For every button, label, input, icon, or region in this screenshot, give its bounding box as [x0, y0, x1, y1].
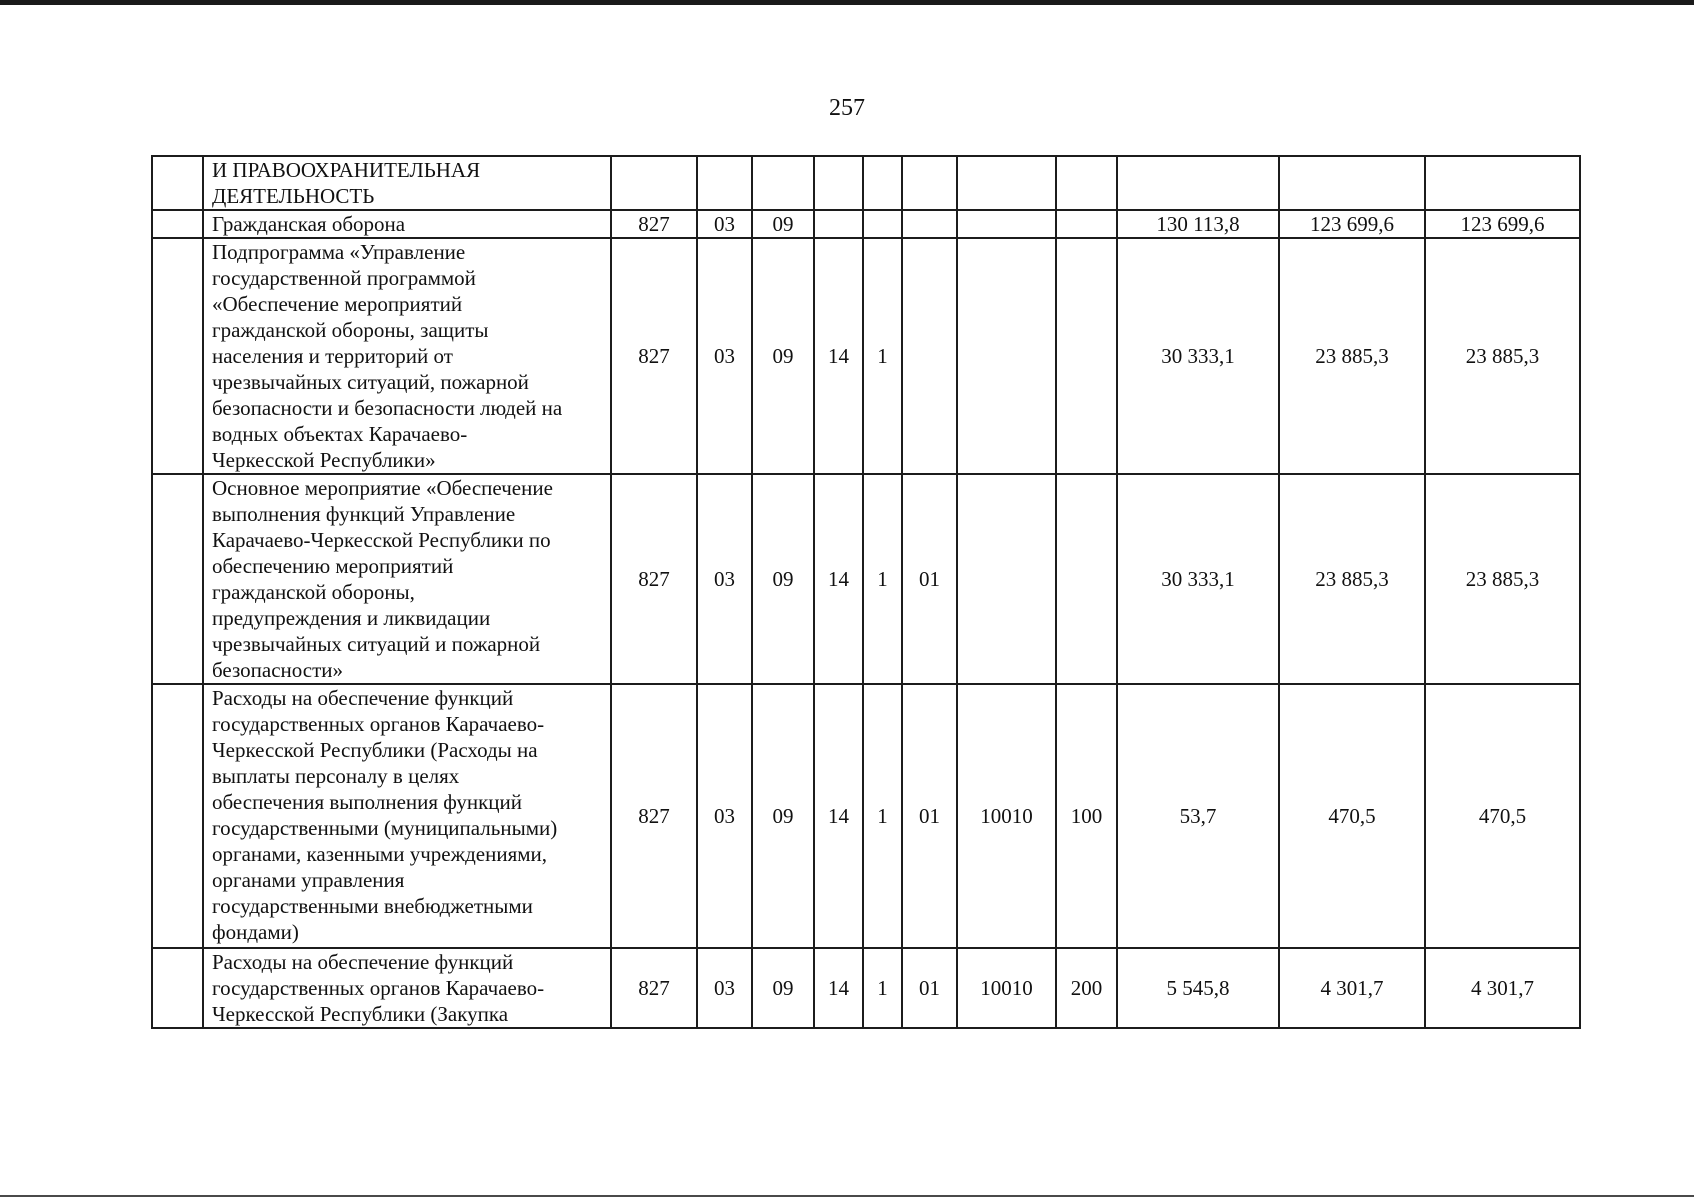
section-code-cell: 03: [697, 210, 752, 238]
amount-year1-cell: [1117, 156, 1279, 210]
subprogram-code-cell: 1: [863, 948, 902, 1028]
subsection-code-cell: 09: [752, 210, 814, 238]
subprogram-code-cell: [863, 210, 902, 238]
table-row: [152, 210, 1580, 238]
activity-code-cell: 01: [902, 684, 957, 948]
direction-code-cell: 10010: [957, 684, 1056, 948]
subprogram-code-cell: 1: [863, 684, 902, 948]
subsection-code-cell: 09: [752, 684, 814, 948]
direction-code-cell: [957, 474, 1056, 684]
amount-year2-cell: 23 885,3: [1279, 474, 1425, 684]
row-number-cell: [152, 948, 203, 1028]
table-row: [152, 684, 1580, 948]
activity-code-cell: [902, 210, 957, 238]
direction-code-cell: 10010: [957, 948, 1056, 1028]
subprogram-code-cell: 1: [863, 238, 902, 474]
activity-code-cell: 01: [902, 474, 957, 684]
item-name-cell: Основное мероприятие «Обеспечение выполнения функций Управление Карачаево-Черкесской Республики по обеспечению мероприятий гражданской обороны, предупреждения и ликвидации чрезвычайных ситуаций и пожарной безопасности»: [203, 474, 611, 684]
subsection-code-cell: 09: [752, 474, 814, 684]
ved-code-cell: 827: [611, 238, 697, 474]
table-row: [152, 474, 1580, 684]
ved-code-cell: 827: [611, 948, 697, 1028]
ved-code-cell: 827: [611, 210, 697, 238]
item-name-cell: Расходы на обеспечение функций государственных органов Карачаево- Черкесской Республики (Закупка: [203, 948, 611, 1028]
section-code-cell: 03: [697, 684, 752, 948]
row-number-cell: [152, 156, 203, 210]
program-code-cell: [814, 210, 863, 238]
item-name-cell: И ПРАВООХРАНИТЕЛЬНАЯ ДЕЯТЕЛЬНОСТЬ: [203, 156, 611, 210]
budget-table: [151, 155, 1581, 1029]
subprogram-code-cell: [863, 156, 902, 210]
section-code-cell: [697, 156, 752, 210]
item-name-cell: Подпрограмма «Управление государственной программой «Обеспечение мероприятий гражданской обороны, защиты населения и территорий от чрезвычайных ситуаций, пожарной безопасности и безопасности людей на водных объектах Карачаево- Черкесской Республики»: [203, 238, 611, 474]
item-name-cell: Расходы на обеспечение функций государственных органов Карачаево- Черкесской Республики (Расходы на выплаты персоналу в целях обеспечения выполнения функций государственными (муниципальными) органами, казенными учреждениями, органами управления государственными внебюджетными фондами): [203, 684, 611, 948]
amount-year2-cell: 123 699,6: [1279, 210, 1425, 238]
program-code-cell: 14: [814, 238, 863, 474]
amount-year3-cell: 23 885,3: [1425, 238, 1580, 474]
direction-code-cell: [957, 210, 1056, 238]
section-code-cell: 03: [697, 238, 752, 474]
section-code-cell: 03: [697, 948, 752, 1028]
expense-type-cell: [1056, 156, 1117, 210]
amount-year1-cell: 30 333,1: [1117, 238, 1279, 474]
page-number: 257: [829, 95, 865, 121]
ved-code-cell: 827: [611, 474, 697, 684]
ved-code-cell: 827: [611, 684, 697, 948]
activity-code-cell: [902, 156, 957, 210]
amount-year1-cell: 5 545,8: [1117, 948, 1279, 1028]
expense-type-cell: [1056, 474, 1117, 684]
section-code-cell: 03: [697, 474, 752, 684]
amount-year2-cell: 4 301,7: [1279, 948, 1425, 1028]
amount-year1-cell: 130 113,8: [1117, 210, 1279, 238]
amount-year3-cell: 470,5: [1425, 684, 1580, 948]
program-code-cell: 14: [814, 474, 863, 684]
subsection-code-cell: 09: [752, 948, 814, 1028]
activity-code-cell: 01: [902, 948, 957, 1028]
expense-type-cell: 200: [1056, 948, 1117, 1028]
amount-year1-cell: 53,7: [1117, 684, 1279, 948]
subsection-code-cell: 09: [752, 238, 814, 474]
item-name-cell: Гражданская оборона: [203, 210, 611, 238]
subsection-code-cell: [752, 156, 814, 210]
amount-year3-cell: 4 301,7: [1425, 948, 1580, 1028]
program-code-cell: [814, 156, 863, 210]
table-row: [152, 156, 1580, 210]
table-row: [152, 948, 1580, 1028]
amount-year3-cell: 23 885,3: [1425, 474, 1580, 684]
table-row: [152, 238, 1580, 474]
direction-code-cell: [957, 238, 1056, 474]
amount-year3-cell: 123 699,6: [1425, 210, 1580, 238]
ved-code-cell: [611, 156, 697, 210]
amount-year1-cell: 30 333,1: [1117, 474, 1279, 684]
amount-year3-cell: [1425, 156, 1580, 210]
row-number-cell: [152, 474, 203, 684]
expense-type-cell: [1056, 210, 1117, 238]
subprogram-code-cell: 1: [863, 474, 902, 684]
expense-type-cell: [1056, 238, 1117, 474]
row-number-cell: [152, 684, 203, 948]
program-code-cell: 14: [814, 948, 863, 1028]
scan-border-bottom: [0, 1195, 1694, 1197]
scan-border-top: [0, 0, 1694, 5]
program-code-cell: 14: [814, 684, 863, 948]
direction-code-cell: [957, 156, 1056, 210]
amount-year2-cell: 470,5: [1279, 684, 1425, 948]
activity-code-cell: [902, 238, 957, 474]
amount-year2-cell: 23 885,3: [1279, 238, 1425, 474]
row-number-cell: [152, 238, 203, 474]
expense-type-cell: 100: [1056, 684, 1117, 948]
amount-year2-cell: [1279, 156, 1425, 210]
row-number-cell: [152, 210, 203, 238]
